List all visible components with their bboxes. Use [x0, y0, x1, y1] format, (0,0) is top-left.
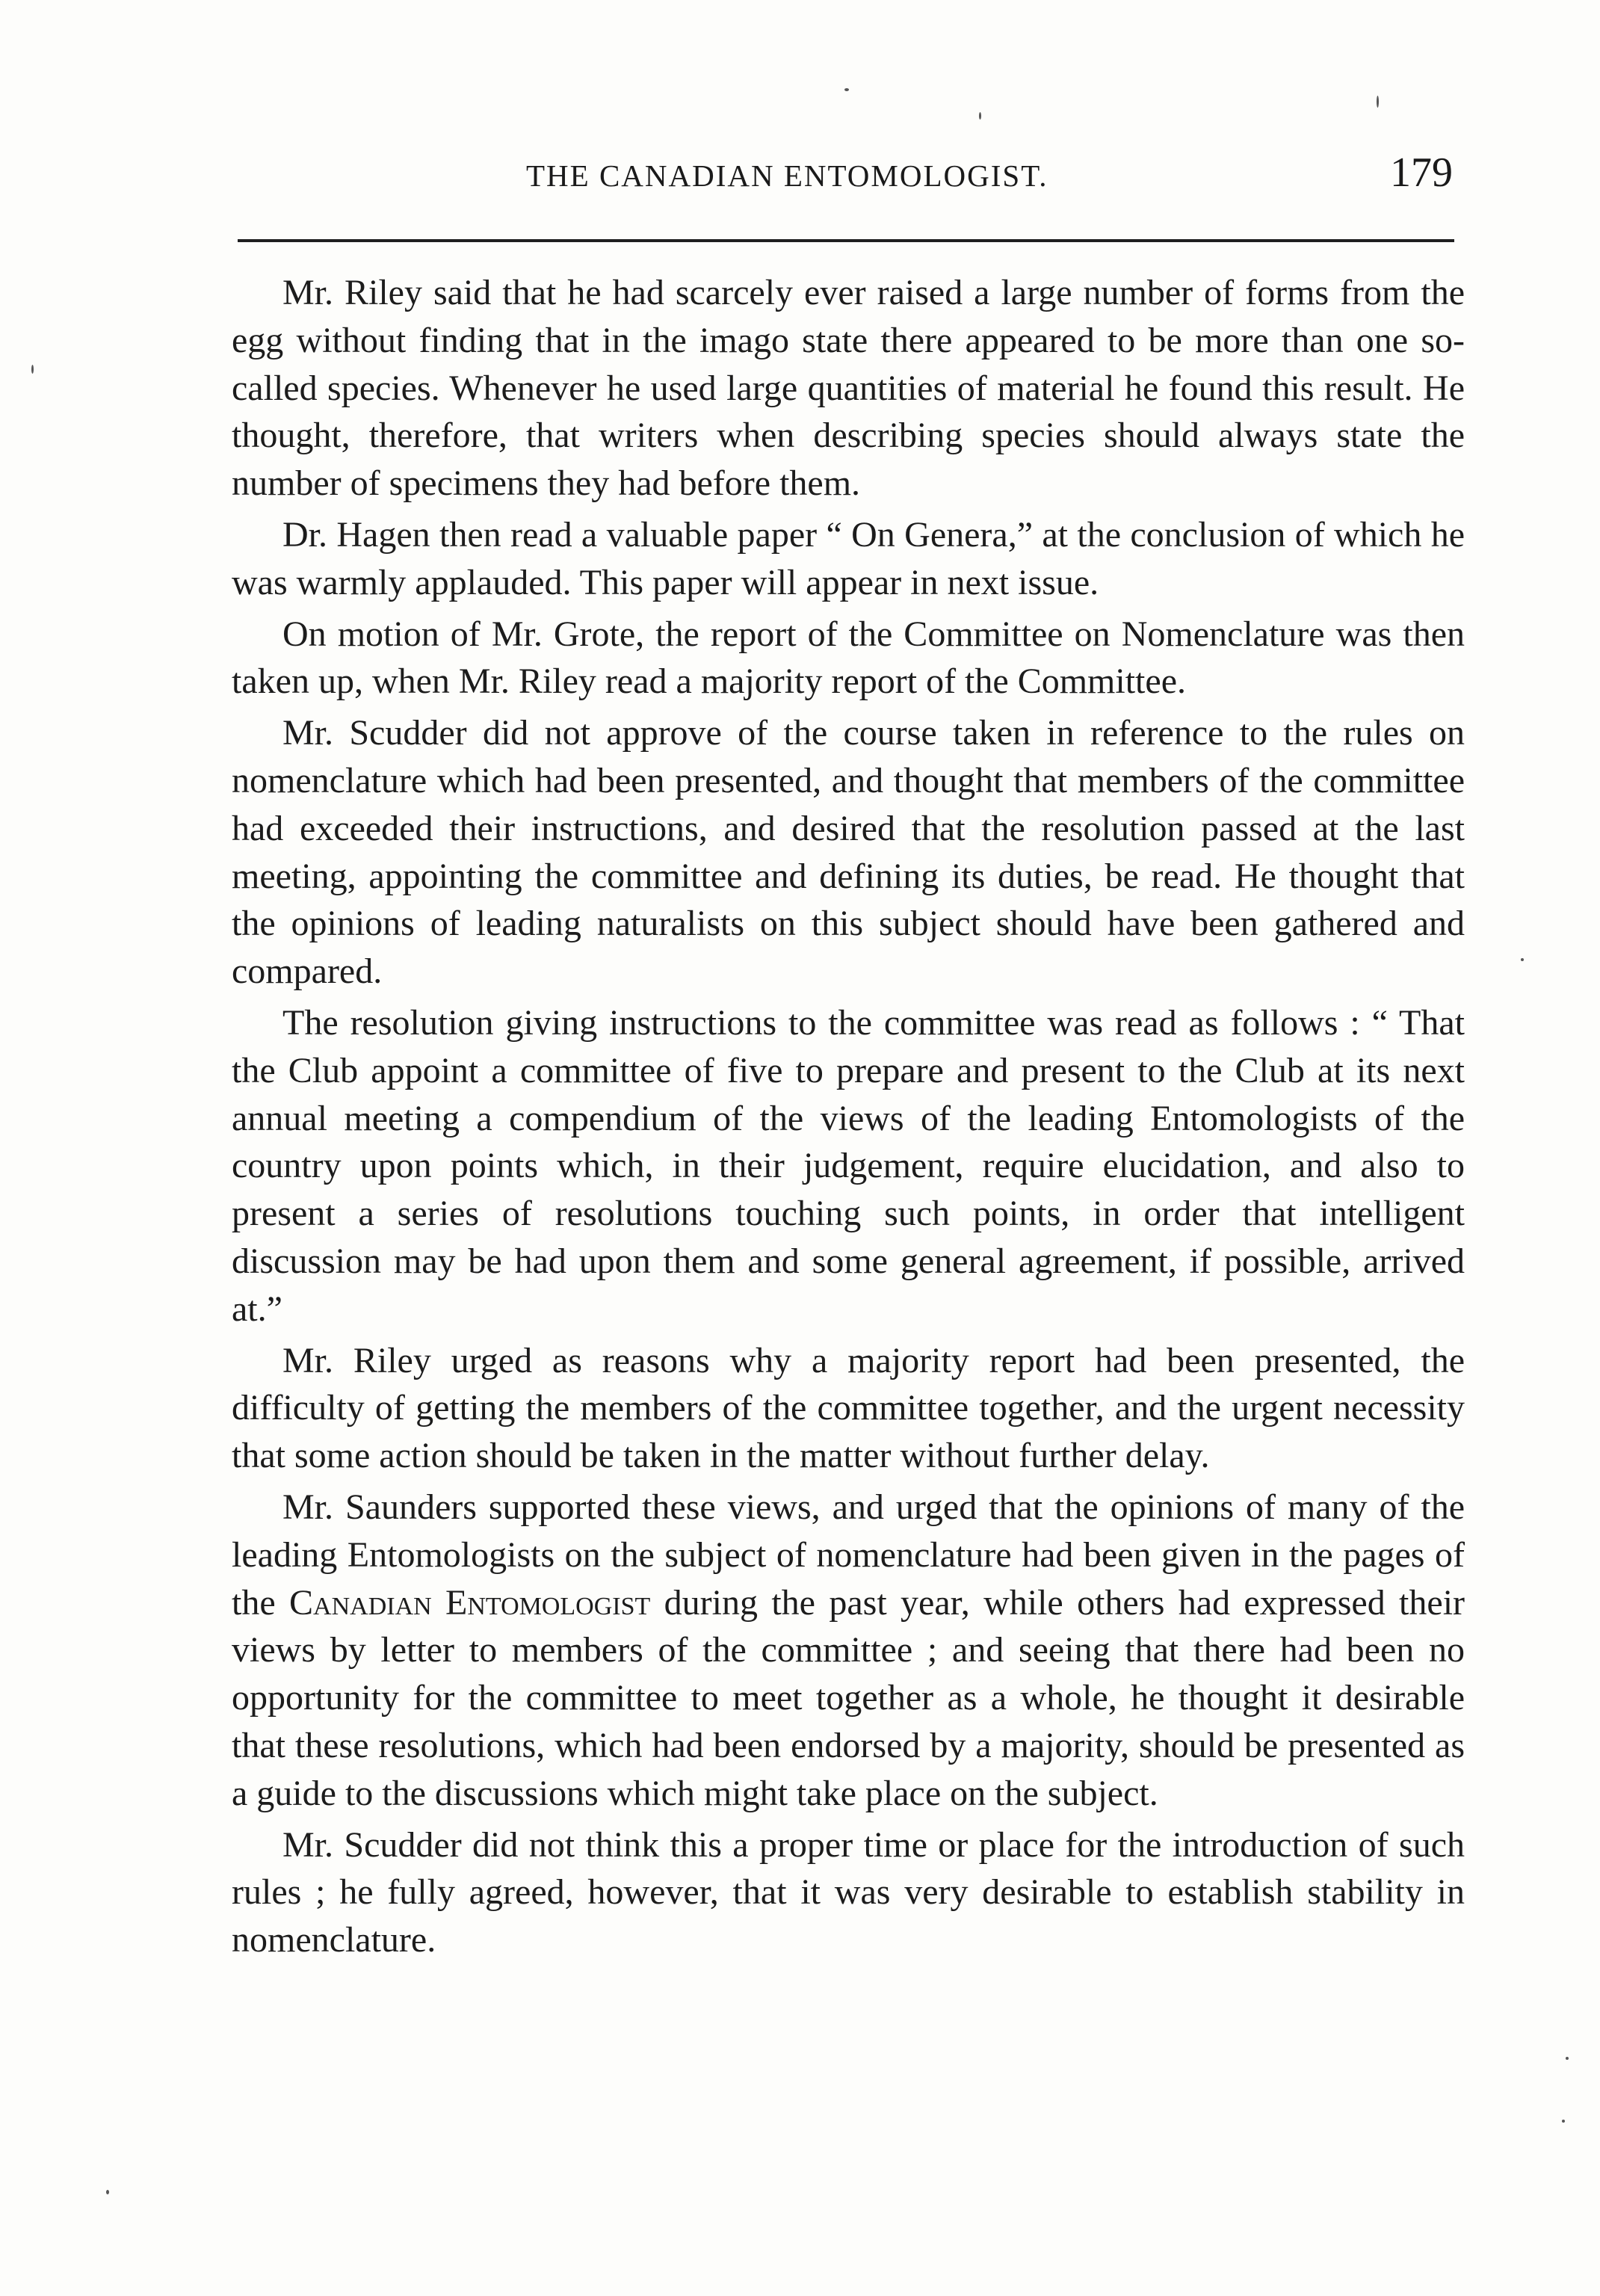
- scan-speck: [1566, 2057, 1569, 2060]
- paragraph-hagen-genera: Dr. Hagen then read a valuable paper “ On Genera,” at the conclusion of which he was warmly applauded. This paper will appear in next issue.: [232, 514, 1465, 602]
- scan-speck: [106, 2190, 109, 2194]
- saunders-text-before: Mr. Saunders supported these views, and urged that the opinions of many of the leading Entomologists on the subject of nomenclature had been given in the pages of the: [232, 1487, 1465, 1623]
- saunders-text-after: during the past year, while others had expressed their views by letter to members of the committee ; and seeing that there had been no opportunity for the committee to meet together as a whole, he thought it desirable that these resolutions, which had been endorsed by a majority, should be presented as a guide to the discussions which might take place on the subject.: [232, 1582, 1465, 1813]
- header-rule: [238, 239, 1454, 242]
- scan-speck: [31, 365, 34, 374]
- scan-speck: [1521, 958, 1524, 961]
- scan-speck: [979, 112, 981, 120]
- body-text: [232, 269, 1465, 1968]
- scan-speck: [1377, 96, 1379, 108]
- paragraph-scudder-final: Mr. Scudder did not think this a proper time or place for the introduction of such rules ; he fully agreed, however, that it was very desirable to establish stability in nomenclature.: [232, 1824, 1465, 1960]
- page-number: 179: [1390, 149, 1453, 196]
- paragraph-scudder-objection: Mr. Scudder did not approve of the course taken in reference to the rules on nomenclature which had been presented, and thought that members of the committee had exceeded their instructions, and desired that the resolution passed at the last meeting, appointing the committee and defining its duties, be read. He thought that the opinions of leading naturalists on this subject should have been gathered and compared.: [232, 713, 1465, 992]
- paragraph-resolution: The resolution giving instructions to the committee was read as follows : “ That the Club appoint a committee of five to prepare and present to the Club at its next annual meeting a compendium of the views of the leading Entomologists of the country upon points which, in their judgement, require elucidation, and also to present a series of resolutions touching such points, in order that intelligent discussion may be had upon them and some general agreement, if possible, arrived at.”: [232, 1002, 1465, 1329]
- running-title: THE CANADIAN ENTOMOLOGIST.: [526, 158, 1048, 193]
- journal-name: Canadian Entomologist: [289, 1582, 651, 1623]
- paragraph-saunders: [232, 1484, 1465, 1818]
- scan-speck: [844, 88, 849, 91]
- paragraph-riley-reasons: Mr. Riley urged as reasons why a majority report had been presented, the difficulty of getting the members of the committee together, and the urgent necessity that some action should be taken in the matter without further delay.: [232, 1340, 1465, 1476]
- page-header: [238, 149, 1463, 206]
- paragraph-grote-motion: On motion of Mr. Grote, the report of the Committee on Nomenclature was then taken up, when Mr. Riley read a majority report of the Committee.: [232, 614, 1465, 702]
- paragraph-riley-species: Mr. Riley said that he had scarcely ever raised a large number of forms from the egg without finding that in the imago state there appeared to be more than one so-called species. Whenever he used large quantities of material he found this result. He thought, therefore, that writers when describing species should always state the number of specimens they had before them.: [232, 273, 1465, 504]
- scan-speck: [1562, 2120, 1565, 2123]
